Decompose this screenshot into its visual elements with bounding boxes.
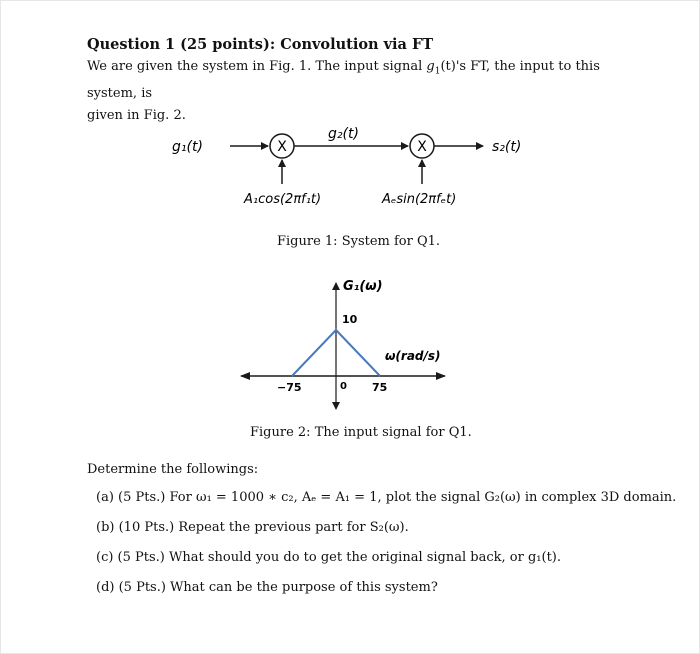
input-signal-label: g₁(t) [172, 139, 203, 155]
neg-tick-label: −75 [277, 381, 302, 394]
intro-text-1: We are given the system in Fig. 1. The input signal [87, 59, 427, 74]
x-axis-label: ω(rad/s) [385, 349, 441, 363]
output-signal-label: s₂(t) [492, 139, 522, 155]
intermediate-signal-label: g₂(t) [328, 126, 359, 142]
carrier-1-label: A₁cos(2πf₁t) [244, 192, 322, 207]
zero-tick-label: 0 [340, 381, 347, 392]
task-d: (d) (5 Pts.) What can be the purpose of this system? [96, 580, 438, 595]
spectrum-y-label: G₁(ω) [343, 279, 383, 294]
figure-1-caption: Figure 1: System for Q1. [277, 234, 441, 249]
mixer-1-symbol: X [277, 139, 287, 155]
intro-text-3: given in Fig. 2. [87, 107, 186, 123]
intro-subscript: 1 [434, 66, 441, 77]
pos-tick-label: 75 [372, 381, 388, 394]
task-b: (b) (10 Pts.) Repeat the previous part for S₂(ω). [96, 520, 409, 535]
task-c: (c) (5 Pts.) What should you do to get the original signal back, or g₁(t). [96, 550, 561, 565]
tasks-intro: Determine the followings: [87, 462, 259, 477]
intro-symbol: g [426, 59, 435, 74]
question-title: Question 1 (25 points): Convolution via FT [87, 36, 434, 53]
peak-value-label: 10 [342, 313, 358, 326]
figure-2-caption: Figure 2: The input signal for Q1. [250, 425, 472, 440]
task-a: (a) (5 Pts.) For ω₁ = 1000 ∗ c₂, Aₑ = A₁ = 1, plot the signal G₂(ω) in complex 3D domain. [96, 490, 677, 505]
intro-text-2: (t)'s FT, the input to this system, is [87, 59, 600, 101]
carrier-2-label: Aₑsin(2πfₑt) [382, 192, 457, 207]
mixer-2-symbol: X [417, 139, 427, 155]
